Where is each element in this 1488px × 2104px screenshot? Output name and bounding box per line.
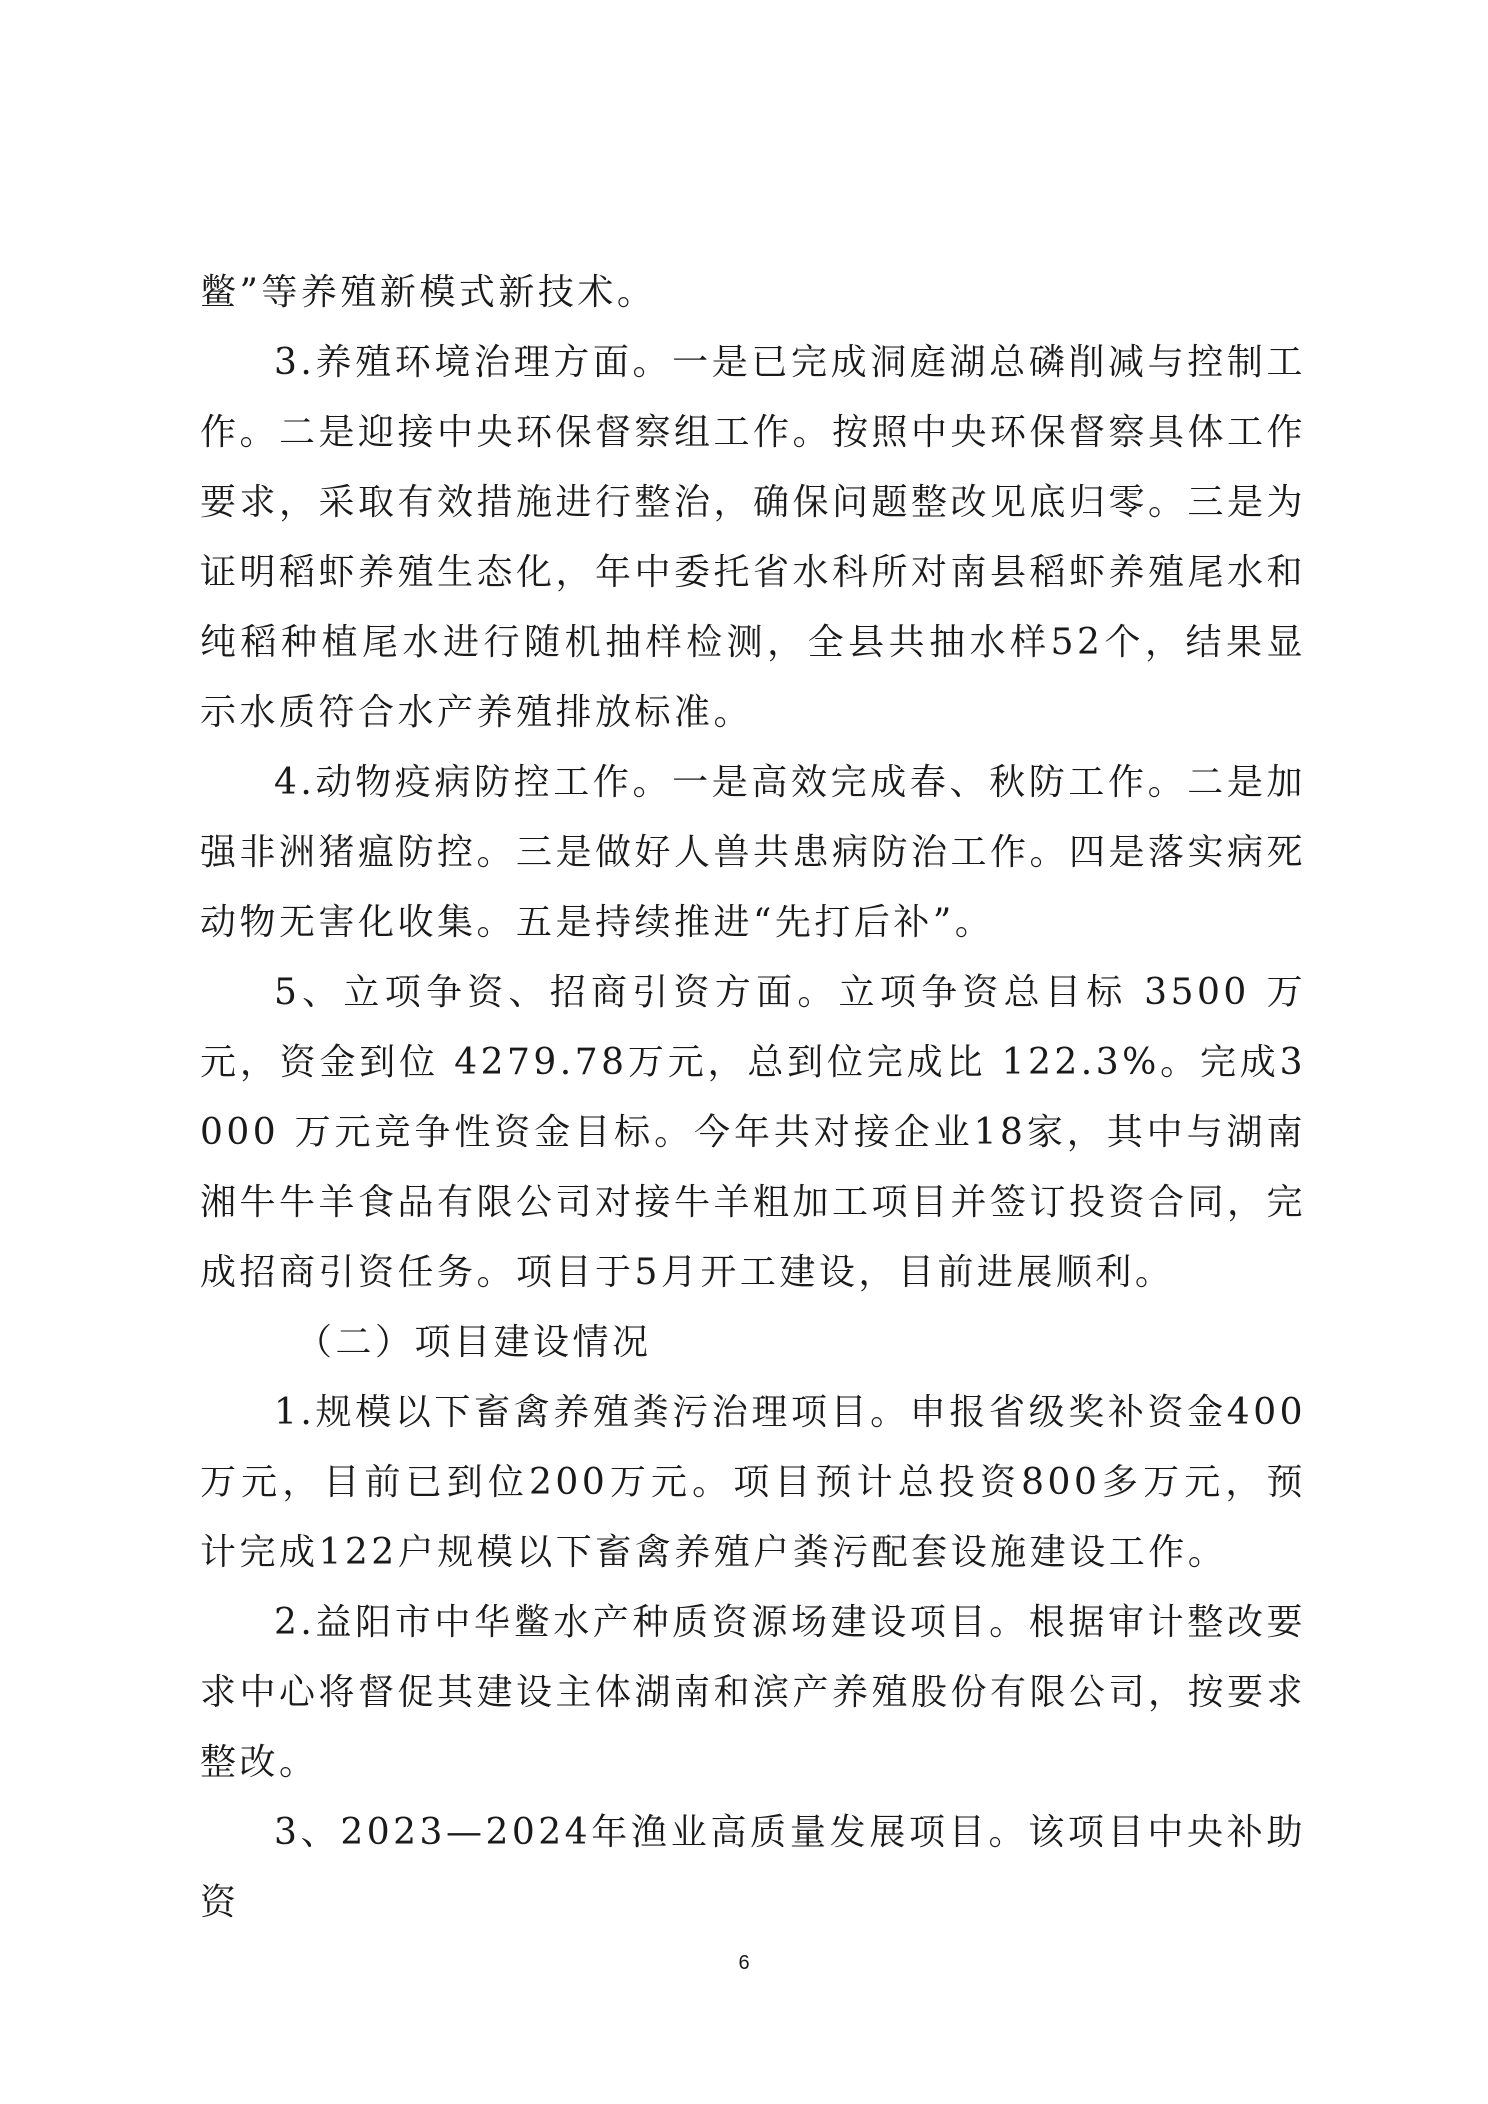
paragraph-turtle-germplasm-project: 2.益阳市中华鳖水产种质资源场建设项目。根据审计整改要求中心将督促其建设主体湖南和滨产养殖股份有限公司，按要求整改。 — [200, 1602, 1307, 1783]
paragraph-aquaculture-environment: 3.养殖环境治理方面。一是已完成洞庭湖总磷削减与控制工作。二是迎接中央环保督察组工作。按照中央环保督察具体工作要求，采取有效措施进行整治，确保问题整改见底归零。三是为证明稻虾养殖生态化，年中委托省水科所对南县稻虾养殖尾水和纯稻种植尾水进行随机抽样检测，全县共抽水样52个，结果显示水质符合水产养殖排放标准。 — [200, 342, 1307, 733]
page-number: 6 — [738, 1952, 750, 1974]
paragraph-animal-disease-control: 4.动物疫病防控工作。一是高效完成春、秋防工作。二是加强非洲猪瘟防控。三是做好人兽共患病防治工作。四是落实病死动物无害化收集。五是持续推进“先打后补”。 — [200, 762, 1307, 943]
section-heading-project-construction: （二）项目建设情况 — [296, 1322, 652, 1363]
paragraph-manure-treatment-project: 1.规模以下畜禽养殖粪污治理项目。申报省级奖补资金400万元，目前已到位200万元。项目预计总投资800多万元，预计完成122户规模以下畜禽养殖户粪污配套设施建设工作。 — [200, 1392, 1306, 1573]
paragraph-continuation: 鳖”等养殖新模式新技术。 — [200, 272, 657, 313]
paragraph-funding-investment: 5、立项争资、招商引资方面。立项争资总目标 3500 万元，资金到位 4279.78万元，总到位完成比 122.3%。完成3000 万元竞争性资金目标。今年共对接企业18家，其中与湖南湘牛牛羊食品有限公司对接牛羊粗加工项目并签订投资合同，完成招商引资任务。项目于5月开工建设，目前进展顺利。 — [200, 972, 1307, 1293]
paragraph-fishery-development-project: 3、2023—2024年渔业高质量发展项目。该项目中央补助资 — [200, 1812, 1306, 1923]
document-body — [200, 258, 1306, 1938]
